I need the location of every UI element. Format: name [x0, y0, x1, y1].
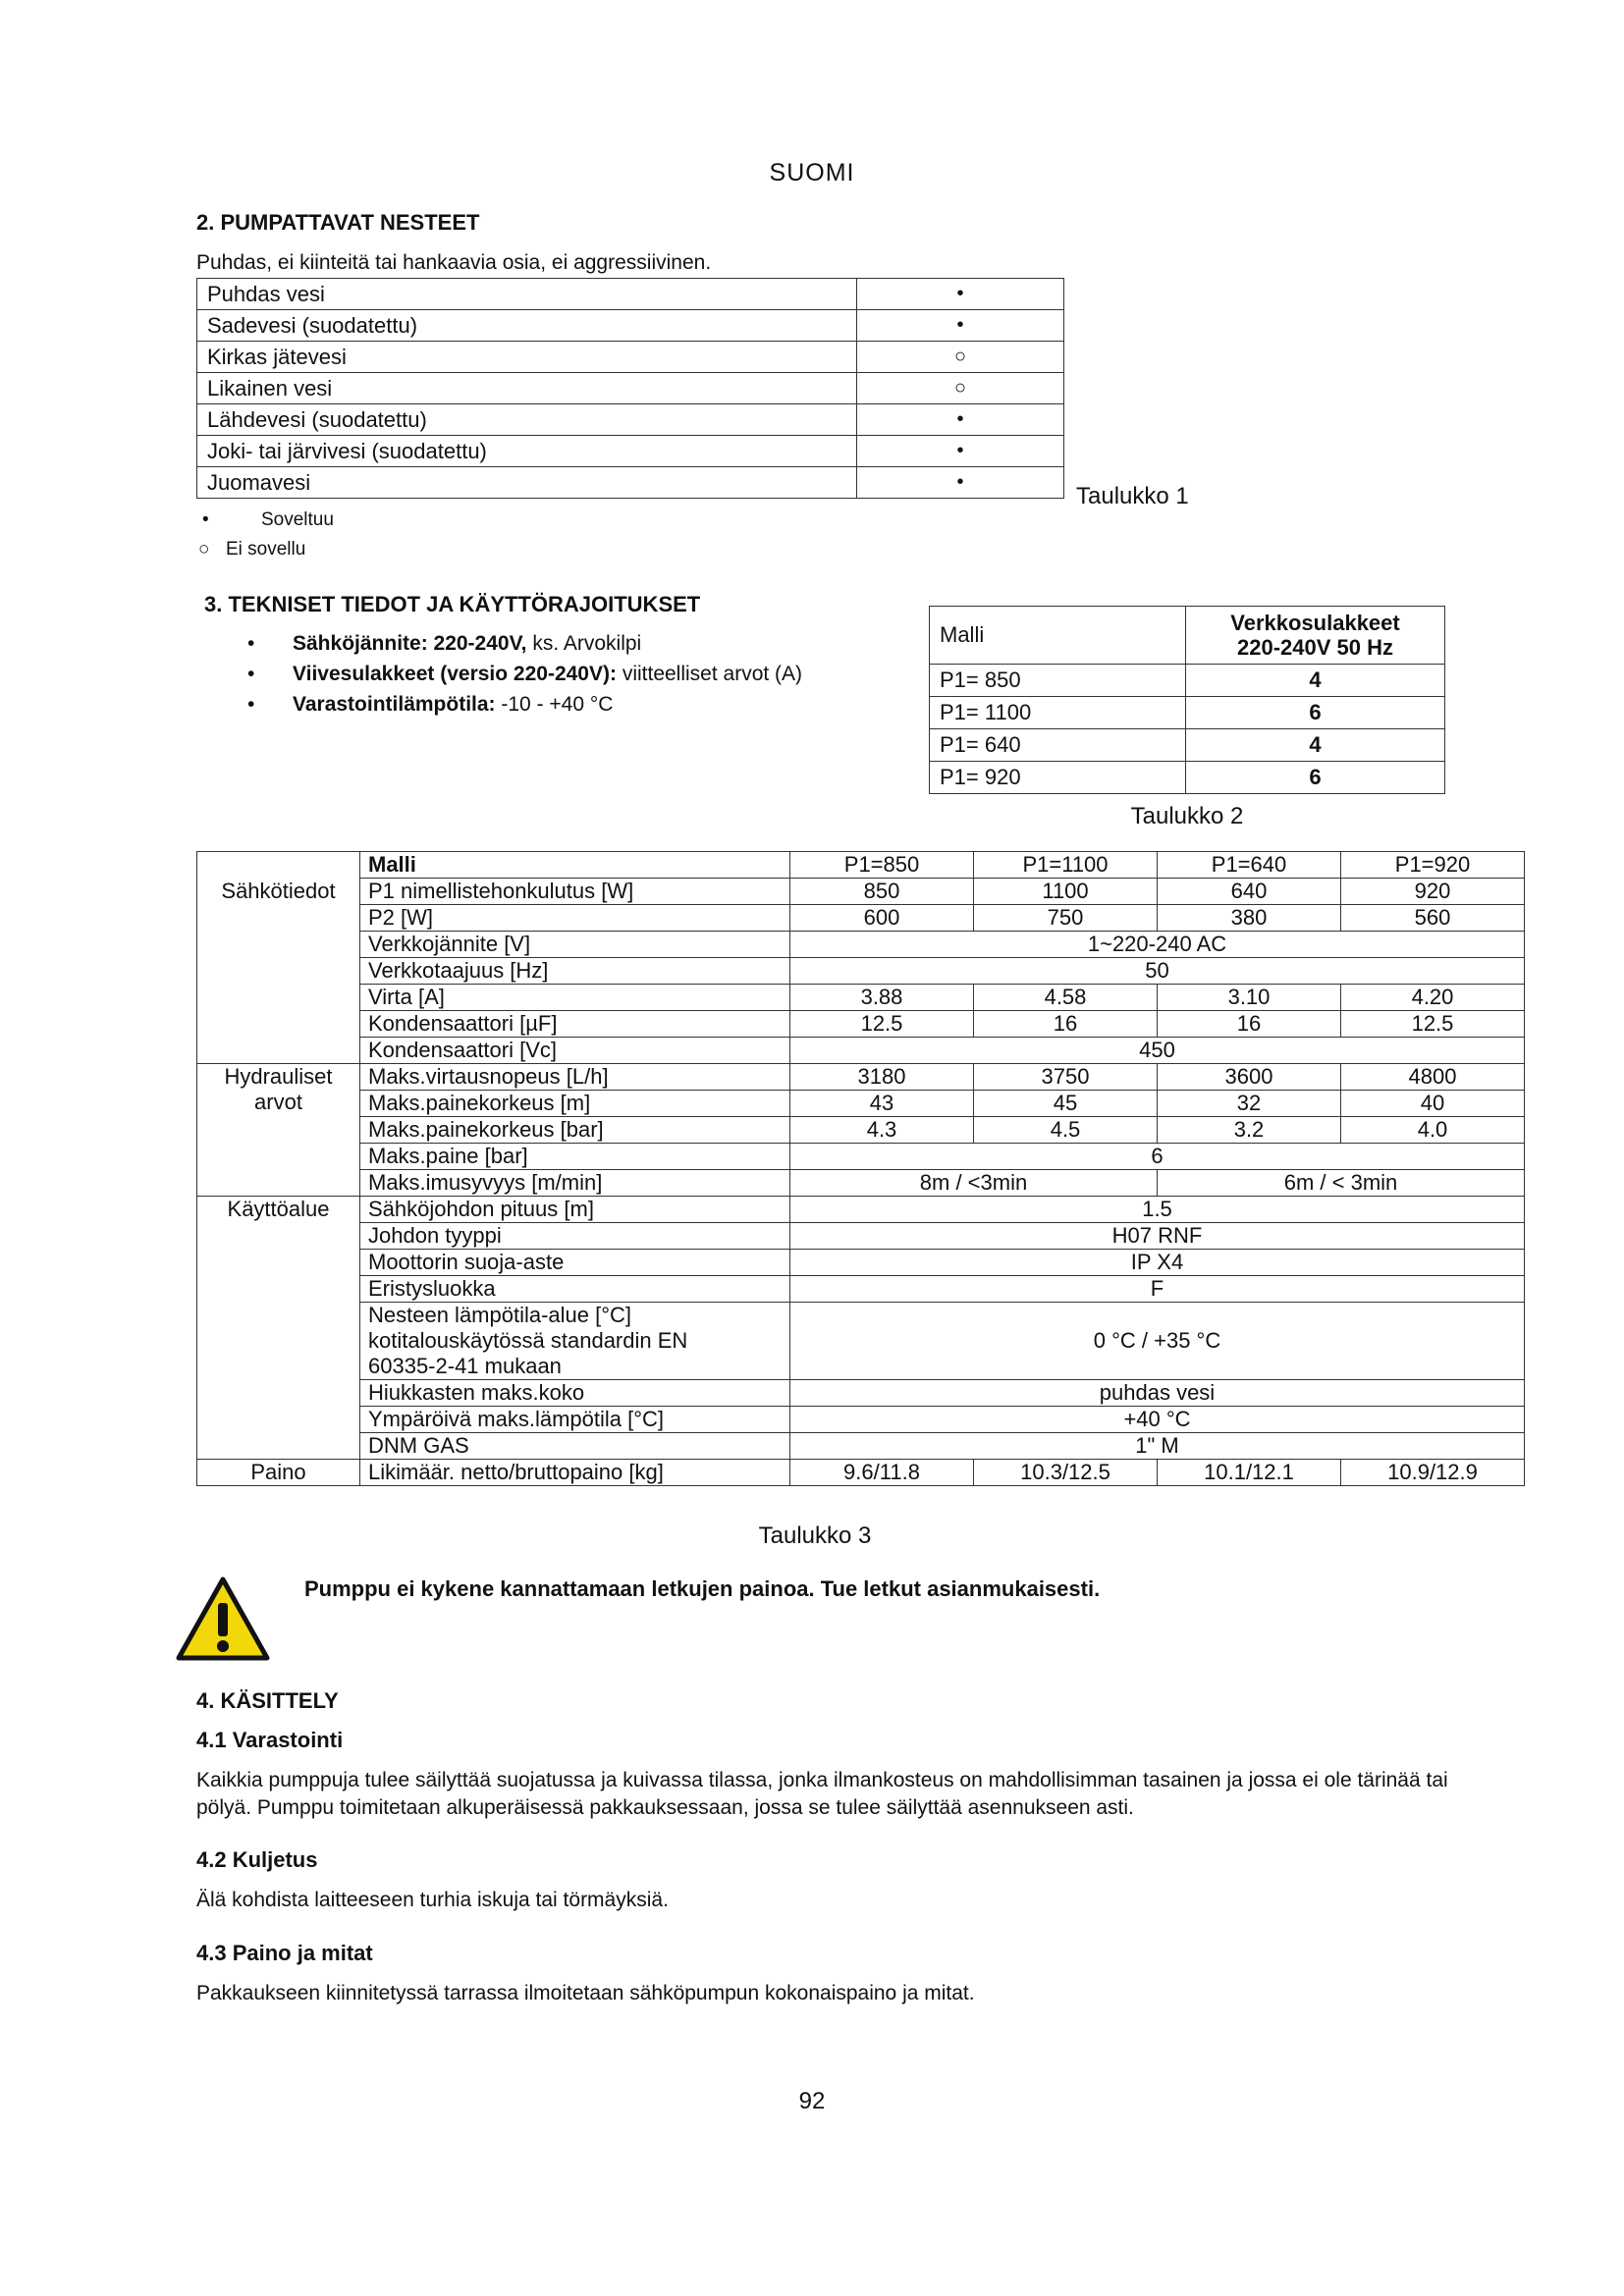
value-cell: H07 RNF	[790, 1223, 1525, 1250]
liquid-label: Juomavesi	[197, 467, 857, 499]
fuse-table	[929, 606, 1445, 794]
table-row	[197, 1091, 1525, 1117]
value-cell: IP X4	[790, 1250, 1525, 1276]
group-hydraulic-line2: arvot	[254, 1090, 302, 1114]
table-row	[197, 958, 1525, 985]
row-label: Johdon tyyppi	[360, 1223, 790, 1250]
group-electrical: Sähkötiedot	[197, 879, 360, 1064]
fuse-cell: 6	[1186, 697, 1445, 729]
list-item	[236, 628, 903, 659]
value-cell: 4.58	[974, 985, 1158, 1011]
value-cell: 750	[974, 905, 1158, 932]
table-row	[197, 279, 1064, 310]
value-cell: 3600	[1158, 1064, 1341, 1091]
legend-suitable	[196, 509, 589, 531]
bullet-bold: Varastointilämpötila:	[293, 693, 496, 716]
value-cell: 450	[790, 1038, 1525, 1064]
group-usage: Käyttöalue	[197, 1197, 360, 1460]
value-cell: 6	[790, 1144, 1525, 1170]
legend-text: Soveltuu	[261, 509, 334, 530]
section-4-3-text: Pakkaukseen kiinnitetyssä tarrassa ilmoitetaan sähköpumpun kokonaispaino ja mitat.	[196, 1982, 975, 2004]
value-cell: 380	[1158, 905, 1341, 932]
row-label-line: kotitalouskäytössä standardin EN	[368, 1328, 688, 1353]
table-1-caption: Taulukko 1	[1076, 483, 1189, 509]
table-row	[197, 436, 1064, 467]
legend-text: Ei sovellu	[226, 539, 306, 560]
value-cell: 4800	[1341, 1064, 1525, 1091]
fuse-cell: 6	[1186, 762, 1445, 794]
table-row	[197, 1038, 1525, 1064]
bullet-bold: Sähköjännite: 220-240V,	[293, 632, 527, 655]
bullet-text: ks. Arvokilpi	[526, 632, 642, 655]
table-row	[197, 1117, 1525, 1144]
suitability-mark: •	[857, 279, 1064, 310]
row-label: Kondensaattori [µF]	[360, 1011, 790, 1038]
value-cell: 40	[1341, 1091, 1525, 1117]
value-cell: 850	[790, 879, 974, 905]
value-cell: 8m / <3min	[790, 1170, 1158, 1197]
section-2-intro: Puhdas, ei kiinteitä tai hankaavia osia, ei aggressiivinen.	[196, 251, 712, 274]
fuse-cell: 4	[1186, 665, 1445, 697]
row-label: Hiukkasten maks.koko	[360, 1380, 790, 1407]
model-header: Malli	[930, 607, 1186, 665]
page-number: 92	[798, 2088, 826, 2114]
row-label: Moottorin suoja-aste	[360, 1250, 790, 1276]
row-label: Eristysluokka	[360, 1276, 790, 1303]
value-cell: 640	[1158, 879, 1341, 905]
liquid-label: Puhdas vesi	[197, 279, 857, 310]
liquid-label: Lähdevesi (suodatettu)	[197, 404, 857, 436]
table-row	[197, 404, 1064, 436]
value-cell: 45	[974, 1091, 1158, 1117]
value-cell: 3750	[974, 1064, 1158, 1091]
table-row	[197, 1407, 1525, 1433]
value-cell: 12.5	[1341, 1011, 1525, 1038]
value-cell: 1100	[974, 879, 1158, 905]
value-cell: 10.3/12.5	[974, 1460, 1158, 1486]
value-cell: 10.9/12.9	[1341, 1460, 1525, 1486]
legend-not-suitable	[196, 539, 589, 561]
value-cell: 4.3	[790, 1117, 974, 1144]
spec-bullets	[236, 628, 903, 720]
value-cell: 560	[1341, 905, 1525, 932]
table-row	[197, 905, 1525, 932]
table-row	[197, 1460, 1525, 1486]
table-row	[197, 467, 1064, 499]
legend-symbol: ○	[198, 539, 210, 560]
list-item	[236, 689, 903, 720]
table-row	[197, 373, 1064, 404]
section-4-3-title: 4.3 Paino ja mitat	[196, 1941, 373, 1965]
value-cell: 12.5	[790, 1011, 974, 1038]
row-label: Maks.paine [bar]	[360, 1144, 790, 1170]
group-weight: Paino	[197, 1460, 360, 1486]
bullet-text: viitteelliset arvot (A)	[616, 663, 803, 685]
value-cell: puhdas vesi	[790, 1380, 1525, 1407]
row-label: Verkkojännite [V]	[360, 932, 790, 958]
warning-icon	[175, 1575, 271, 1662]
model-cell: P1= 850	[930, 665, 1186, 697]
value-cell: +40 °C	[790, 1407, 1525, 1433]
row-label: Sähköjohdon pituus [m]	[360, 1197, 790, 1223]
table-row	[197, 1433, 1525, 1460]
table-row	[197, 1064, 1525, 1091]
value-cell: 10.1/12.1	[1158, 1460, 1341, 1486]
table-row	[197, 1276, 1525, 1303]
suitability-mark: ○	[857, 373, 1064, 404]
section-4-1-title: 4.1 Varastointi	[196, 1728, 344, 1752]
suitability-mark: ○	[857, 342, 1064, 373]
table-row	[930, 697, 1445, 729]
table-row	[197, 1144, 1525, 1170]
model-cell: P1= 1100	[930, 697, 1186, 729]
table-row	[197, 879, 1525, 905]
bullet-text: -10 - +40 °C	[495, 693, 614, 716]
value-cell: 1" M	[790, 1433, 1525, 1460]
table-3-caption: Taulukko 3	[758, 1522, 872, 1549]
table-row	[197, 1170, 1525, 1197]
value-cell: 3180	[790, 1064, 974, 1091]
model-cell: P1= 640	[930, 729, 1186, 762]
value-cell: F	[790, 1276, 1525, 1303]
liquid-label: Likainen vesi	[197, 373, 857, 404]
row-label	[360, 1303, 790, 1380]
value-cell: 32	[1158, 1091, 1341, 1117]
value-cell: 9.6/11.8	[790, 1460, 974, 1486]
value-cell: 3.88	[790, 985, 974, 1011]
suitability-mark: •	[857, 310, 1064, 342]
table-row	[197, 1197, 1525, 1223]
table-row	[197, 342, 1064, 373]
value-cell: 6m / < 3min	[1158, 1170, 1525, 1197]
section-4-2-title: 4.2 Kuljetus	[196, 1847, 318, 1872]
row-label: Malli	[360, 852, 790, 879]
value-cell: 4.0	[1341, 1117, 1525, 1144]
section-4-2-text: Älä kohdista laitteeseen turhia iskuja tai törmäyksiä.	[196, 1889, 669, 1911]
liquids-table	[196, 278, 1064, 499]
row-label: Likimäär. netto/bruttopaino [kg]	[360, 1460, 790, 1486]
liquid-label: Kirkas jätevesi	[197, 342, 857, 373]
value-cell: 50	[790, 958, 1525, 985]
model-col: P1=920	[1341, 852, 1525, 879]
row-label: Kondensaattori [Vc]	[360, 1038, 790, 1064]
value-cell: 4.5	[974, 1117, 1158, 1144]
model-cell: P1= 920	[930, 762, 1186, 794]
suitability-mark: •	[857, 436, 1064, 467]
row-label: Maks.painekorkeus [bar]	[360, 1117, 790, 1144]
model-col: P1=1100	[974, 852, 1158, 879]
value-cell: 3.10	[1158, 985, 1341, 1011]
table-row	[197, 1380, 1525, 1407]
row-label: Maks.virtausnopeus [L/h]	[360, 1064, 790, 1091]
row-label: Maks.imusyvyys [m/min]	[360, 1170, 790, 1197]
row-label-line: 60335-2-41 mukaan	[368, 1354, 562, 1378]
model-col: P1=850	[790, 852, 974, 879]
row-label: P1 nimellistehonkulutus [W]	[360, 879, 790, 905]
table-2-caption: Taulukko 2	[1130, 803, 1244, 829]
row-label-line: Nesteen lämpötila-alue [°C]	[368, 1303, 632, 1327]
value-cell: 3.2	[1158, 1117, 1341, 1144]
section-4-title: 4. KÄSITTELY	[196, 1688, 339, 1713]
table-header-row	[197, 852, 1525, 879]
table-row	[197, 1011, 1525, 1038]
table-row	[197, 985, 1525, 1011]
bullet-bold: Viivesulakkeet (versio 220-240V):	[293, 663, 617, 685]
table-header-row	[930, 607, 1445, 665]
table-row	[197, 1223, 1525, 1250]
value-cell: 43	[790, 1091, 974, 1117]
row-label: Ympäröivä maks.lämpötila [°C]	[360, 1407, 790, 1433]
value-cell: 1~220-240 AC	[790, 932, 1525, 958]
section-3-title: 3. TEKNISET TIEDOT JA KÄYTTÖRAJOITUKSET	[204, 592, 701, 616]
fuse-cell: 4	[1186, 729, 1445, 762]
table-row	[930, 762, 1445, 794]
row-label: Maks.painekorkeus [m]	[360, 1091, 790, 1117]
value-cell: 0 °C / +35 °C	[790, 1303, 1525, 1380]
value-cell: 600	[790, 905, 974, 932]
table-row	[930, 729, 1445, 762]
row-label: DNM GAS	[360, 1433, 790, 1460]
value-cell: 1.5	[790, 1197, 1525, 1223]
table-row	[197, 932, 1525, 958]
value-cell: 4.20	[1341, 985, 1525, 1011]
fuse-header	[1186, 607, 1445, 665]
suitability-mark: •	[857, 404, 1064, 436]
group-empty	[197, 852, 360, 879]
group-hydraulic-line1: Hydrauliset	[224, 1064, 333, 1089]
list-item	[236, 659, 903, 689]
group-hydraulic	[197, 1064, 360, 1197]
warning-text: Pumppu ei kykene kannattamaan letkujen painoa. Tue letkut asianmukaisesti.	[304, 1576, 1101, 1601]
section-2-title: 2. PUMPATTAVAT NESTEET	[196, 210, 480, 235]
page-header: SUOMI	[769, 159, 855, 187]
fuse-header-line1: Verkkosulakkeet	[1230, 611, 1400, 635]
value-cell: 16	[974, 1011, 1158, 1038]
value-cell: 16	[1158, 1011, 1341, 1038]
liquid-label: Sadevesi (suodatettu)	[197, 310, 857, 342]
table-row	[197, 310, 1064, 342]
row-label: Virta [A]	[360, 985, 790, 1011]
liquid-label: Joki- tai järvivesi (suodatettu)	[197, 436, 857, 467]
model-col: P1=640	[1158, 852, 1341, 879]
fuse-header-line2: 220-240V 50 Hz	[1237, 635, 1393, 660]
section-4-1-text: Kaikkia pumppuja tulee säilyttää suojatussa ja kuivassa tilassa, jonka ilmankosteus on mahdollisimman tasainen ja jossa ei ole tärinää tai pölyä. Pumppu toimitetaan alkuperäisessä pakkauksessaan, jossa se tulee säilyttää asennukseen asti.	[196, 1769, 1448, 1819]
value-cell: 920	[1341, 879, 1525, 905]
table-row	[197, 1250, 1525, 1276]
legend-symbol: •	[202, 509, 209, 530]
table-row	[930, 665, 1445, 697]
technical-data-table	[196, 851, 1525, 1486]
row-label: P2 [W]	[360, 905, 790, 932]
suitability-mark: •	[857, 467, 1064, 499]
table-row	[197, 1303, 1525, 1380]
row-label: Verkkotaajuus [Hz]	[360, 958, 790, 985]
